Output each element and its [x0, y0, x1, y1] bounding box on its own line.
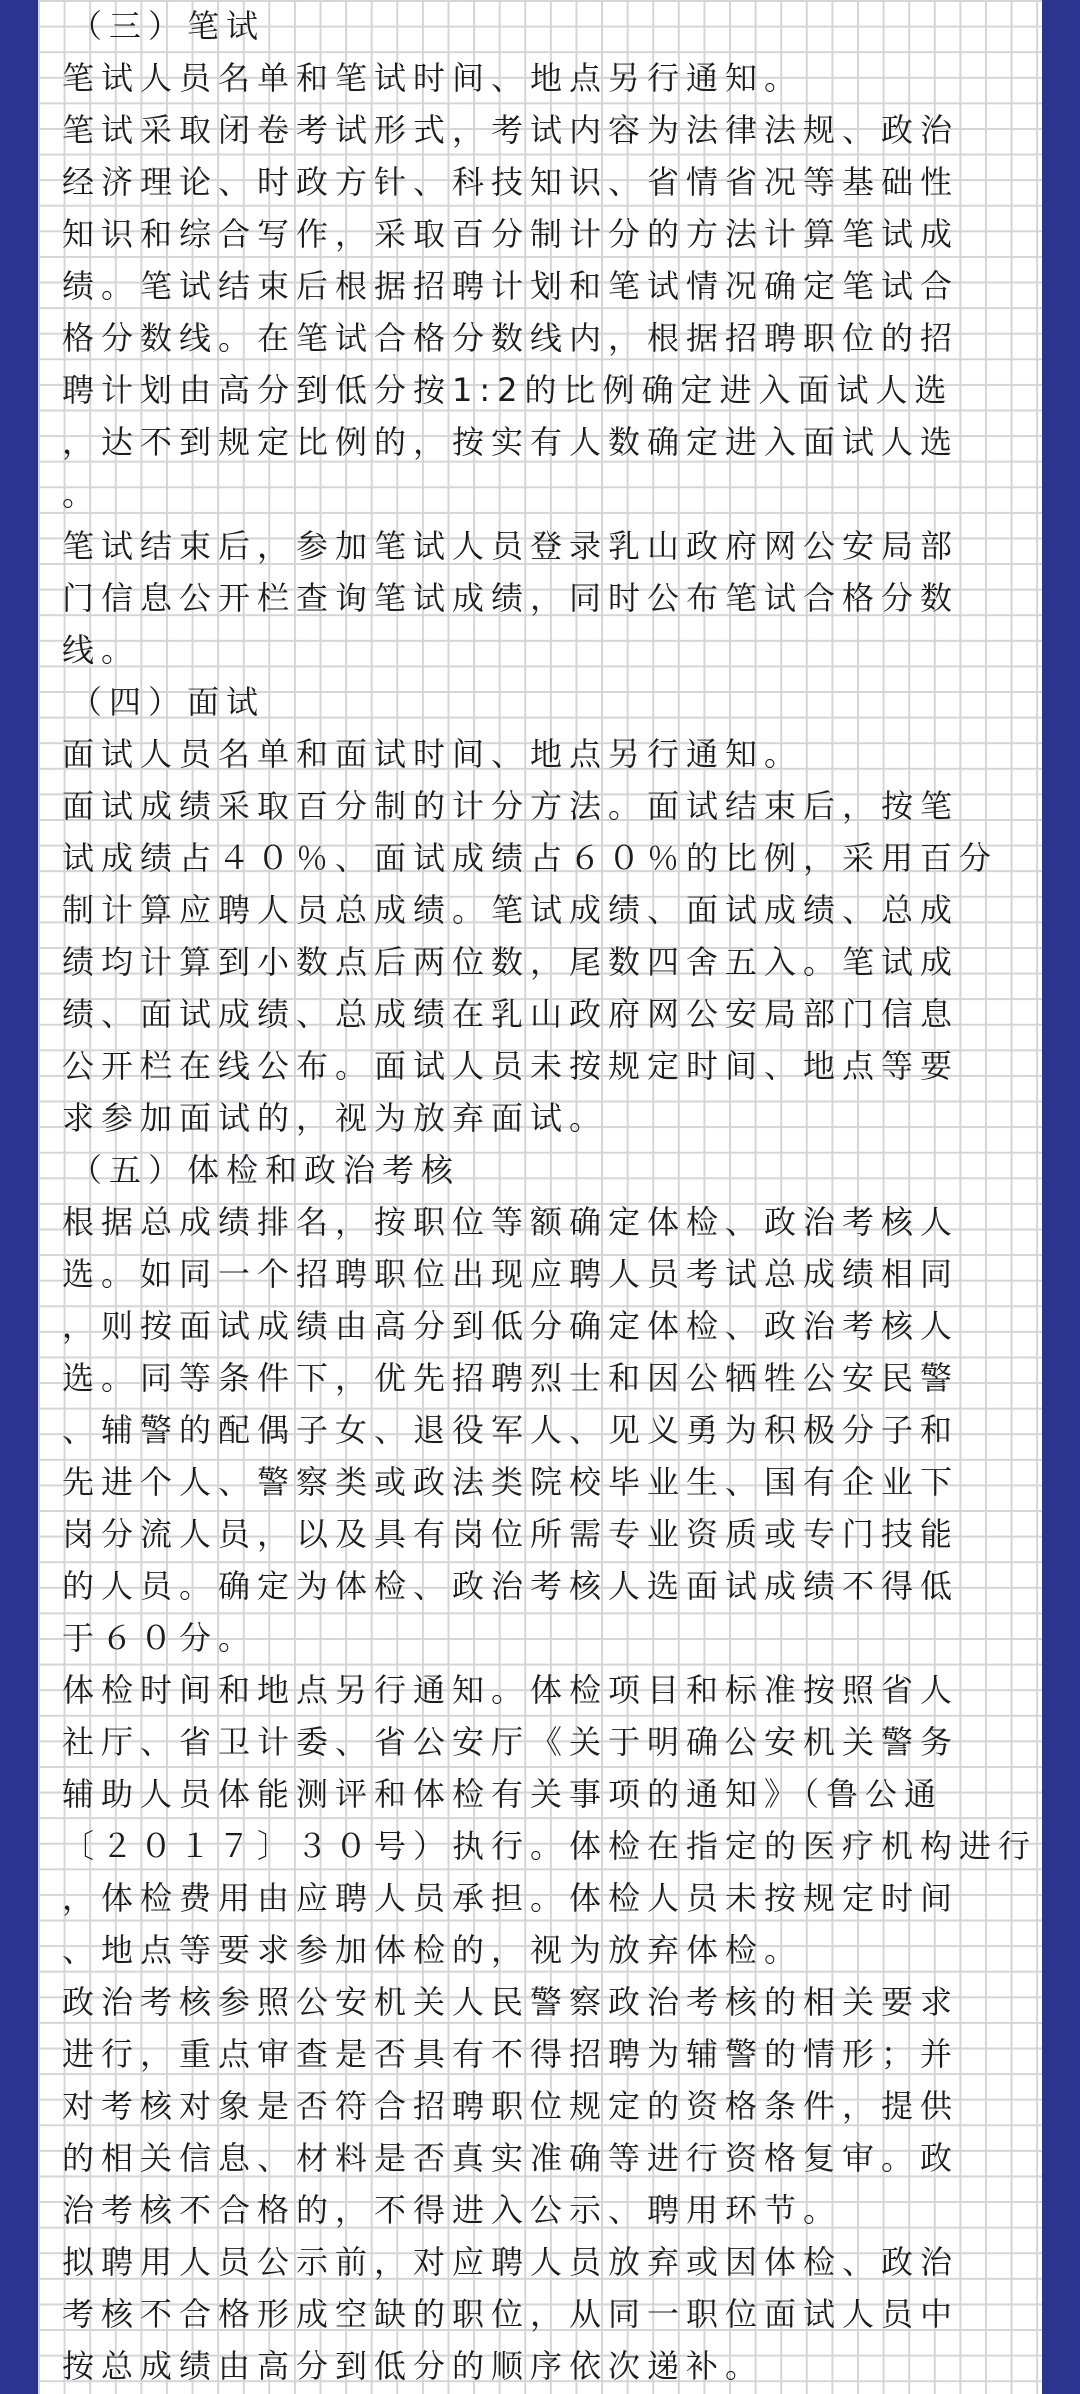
- paragraph-line: 绩、面试成绩、总成绩在乳山政府网公安局部门信息: [62, 995, 960, 1033]
- paragraph-line: 〔２０１７〕３０号）执行。体检在指定的医疗机构进行: [62, 1827, 1038, 1865]
- paragraph-line: 制计算应聘人员总成绩。笔试成绩、面试成绩、总成: [62, 891, 960, 929]
- paragraph-line: 的相关信息、材料是否真实准确等进行资格复审。政: [62, 2139, 960, 2177]
- paragraph-line: 选。如同一个招聘职位出现应聘人员考试总成绩相同: [62, 1255, 960, 1293]
- paragraph-line: 门信息公开栏查询笔试成绩，同时公布笔试合格分数: [62, 579, 960, 617]
- paragraph-line: 知识和综合写作，采取百分制计分的方法计算笔试成: [62, 215, 960, 253]
- paragraph: [62, 52, 1022, 104]
- paragraph-line: 经济理论、时政方针、科技知识、省情省况等基础性: [62, 163, 960, 201]
- left-border: [0, 0, 38, 2394]
- paragraph-line: 按总成绩由高分到低分的顺序依次递补。: [62, 2347, 765, 2385]
- paragraph-line: 的人员。确定为体检、政治考核人选面试成绩不得低: [62, 1567, 960, 1605]
- paragraph-line: 根据总成绩排名，按职位等额确定体检、政治考核人: [62, 1203, 960, 1241]
- paragraph-line: 笔试采取闭卷考试形式，考试内容为法律法规、政治: [62, 111, 960, 149]
- paragraph-line: 拟聘用人员公示前，对应聘人员放弃或因体检、政治: [62, 2243, 960, 2281]
- section-heading: （五）体检和政治考核: [70, 1151, 461, 1189]
- paragraph-line: 公开栏在线公布。面试人员未按规定时间、地点等要: [62, 1047, 960, 1085]
- paragraph: [62, 1196, 1022, 1664]
- paragraph-line: 选。同等条件下，优先招聘烈士和因公牺牲公安民警: [62, 1359, 960, 1397]
- paragraph-line: 社厅、省卫计委、省公安厅《关于明确公安机关警务: [62, 1723, 960, 1761]
- paragraph-line: 先进个人、警察类或政法类院校毕业生、国有企业下: [62, 1463, 960, 1501]
- paragraph: [62, 780, 1022, 1144]
- paragraph-line: 绩。笔试结束后根据招聘计划和笔试情况确定笔试合: [62, 267, 960, 305]
- paragraph-line: ，体检费用由应聘人员承担。体检人员未按规定时间: [62, 1879, 960, 1917]
- paragraph-line: 面试成绩采取百分制的计分方法。面试结束后，按笔: [62, 787, 960, 825]
- section-heading: （三）笔试: [70, 7, 266, 45]
- paragraph: [62, 520, 1022, 676]
- paragraph: [62, 1664, 1038, 1976]
- right-border: [1042, 0, 1080, 2394]
- paragraph-line: 进行，重点审查是否具有不得招聘为辅警的情形；并: [62, 2035, 960, 2073]
- paragraph-line: 、辅警的配偶子女、退役军人、见义勇为积极分子和: [62, 1411, 960, 1449]
- paragraph-line: 。: [62, 475, 102, 513]
- paragraph-line: 于６０分。: [62, 1619, 258, 1657]
- paragraph-line: 绩均计算到小数点后两位数，尾数四舍五入。笔试成: [62, 943, 960, 981]
- paragraph-line: 对考核对象是否符合招聘职位规定的资格条件，提供: [62, 2087, 960, 2125]
- paragraph-line: 线。: [62, 631, 141, 669]
- paragraph-line: 治考核不合格的，不得进入公示、聘用环节。: [62, 2191, 843, 2229]
- paragraph-line: 体检时间和地点另行通知。体检项目和标准按照省人: [62, 1671, 960, 1709]
- paragraph-line: 笔试人员名单和笔试时间、地点另行通知。: [62, 59, 804, 97]
- paragraph-line: 求参加面试的，视为放弃面试。: [62, 1099, 609, 1137]
- paragraph-line: 聘计划由高分到低分按1:2的比例确定进入面试人选: [62, 371, 954, 409]
- paragraph-line: ，则按面试成绩由高分到低分确定体检、政治考核人: [62, 1307, 960, 1345]
- paragraph-line: 岗分流人员，以及具有岗位所需专业资质或专门技能: [62, 1515, 960, 1553]
- paragraph: [62, 104, 1022, 520]
- paragraph-line: 、地点等要求参加体检的，视为放弃体检。: [62, 1931, 804, 1969]
- paragraph-line: 试成绩占４０％、面试成绩占６０％的比例，采用百分: [62, 839, 999, 877]
- paragraph-line: 笔试结束后，参加笔试人员登录乳山政府网公安局部: [62, 527, 960, 565]
- paragraph: [62, 1976, 1022, 2236]
- paragraph-line: 考核不合格形成空缺的职位，从同一职位面试人员中: [62, 2295, 960, 2333]
- paragraph-line: 政治考核参照公安机关人民警察政治考核的相关要求: [62, 1983, 960, 2021]
- section-heading: （四）面试: [70, 683, 266, 721]
- paragraph-line: 面试人员名单和面试时间、地点另行通知。: [62, 735, 804, 773]
- paragraph-line: ，达不到规定比例的，按实有人数确定进入面试人选: [62, 423, 960, 461]
- document-body: [62, 0, 1038, 2392]
- paragraph: [62, 728, 1022, 780]
- paragraph-line: 格分数线。在笔试合格分数线内，根据招聘职位的招: [62, 319, 960, 357]
- paragraph: [62, 2236, 1022, 2392]
- paragraph-line: 辅助人员体能测评和体检有关事项的通知》（鲁公通: [62, 1775, 944, 1813]
